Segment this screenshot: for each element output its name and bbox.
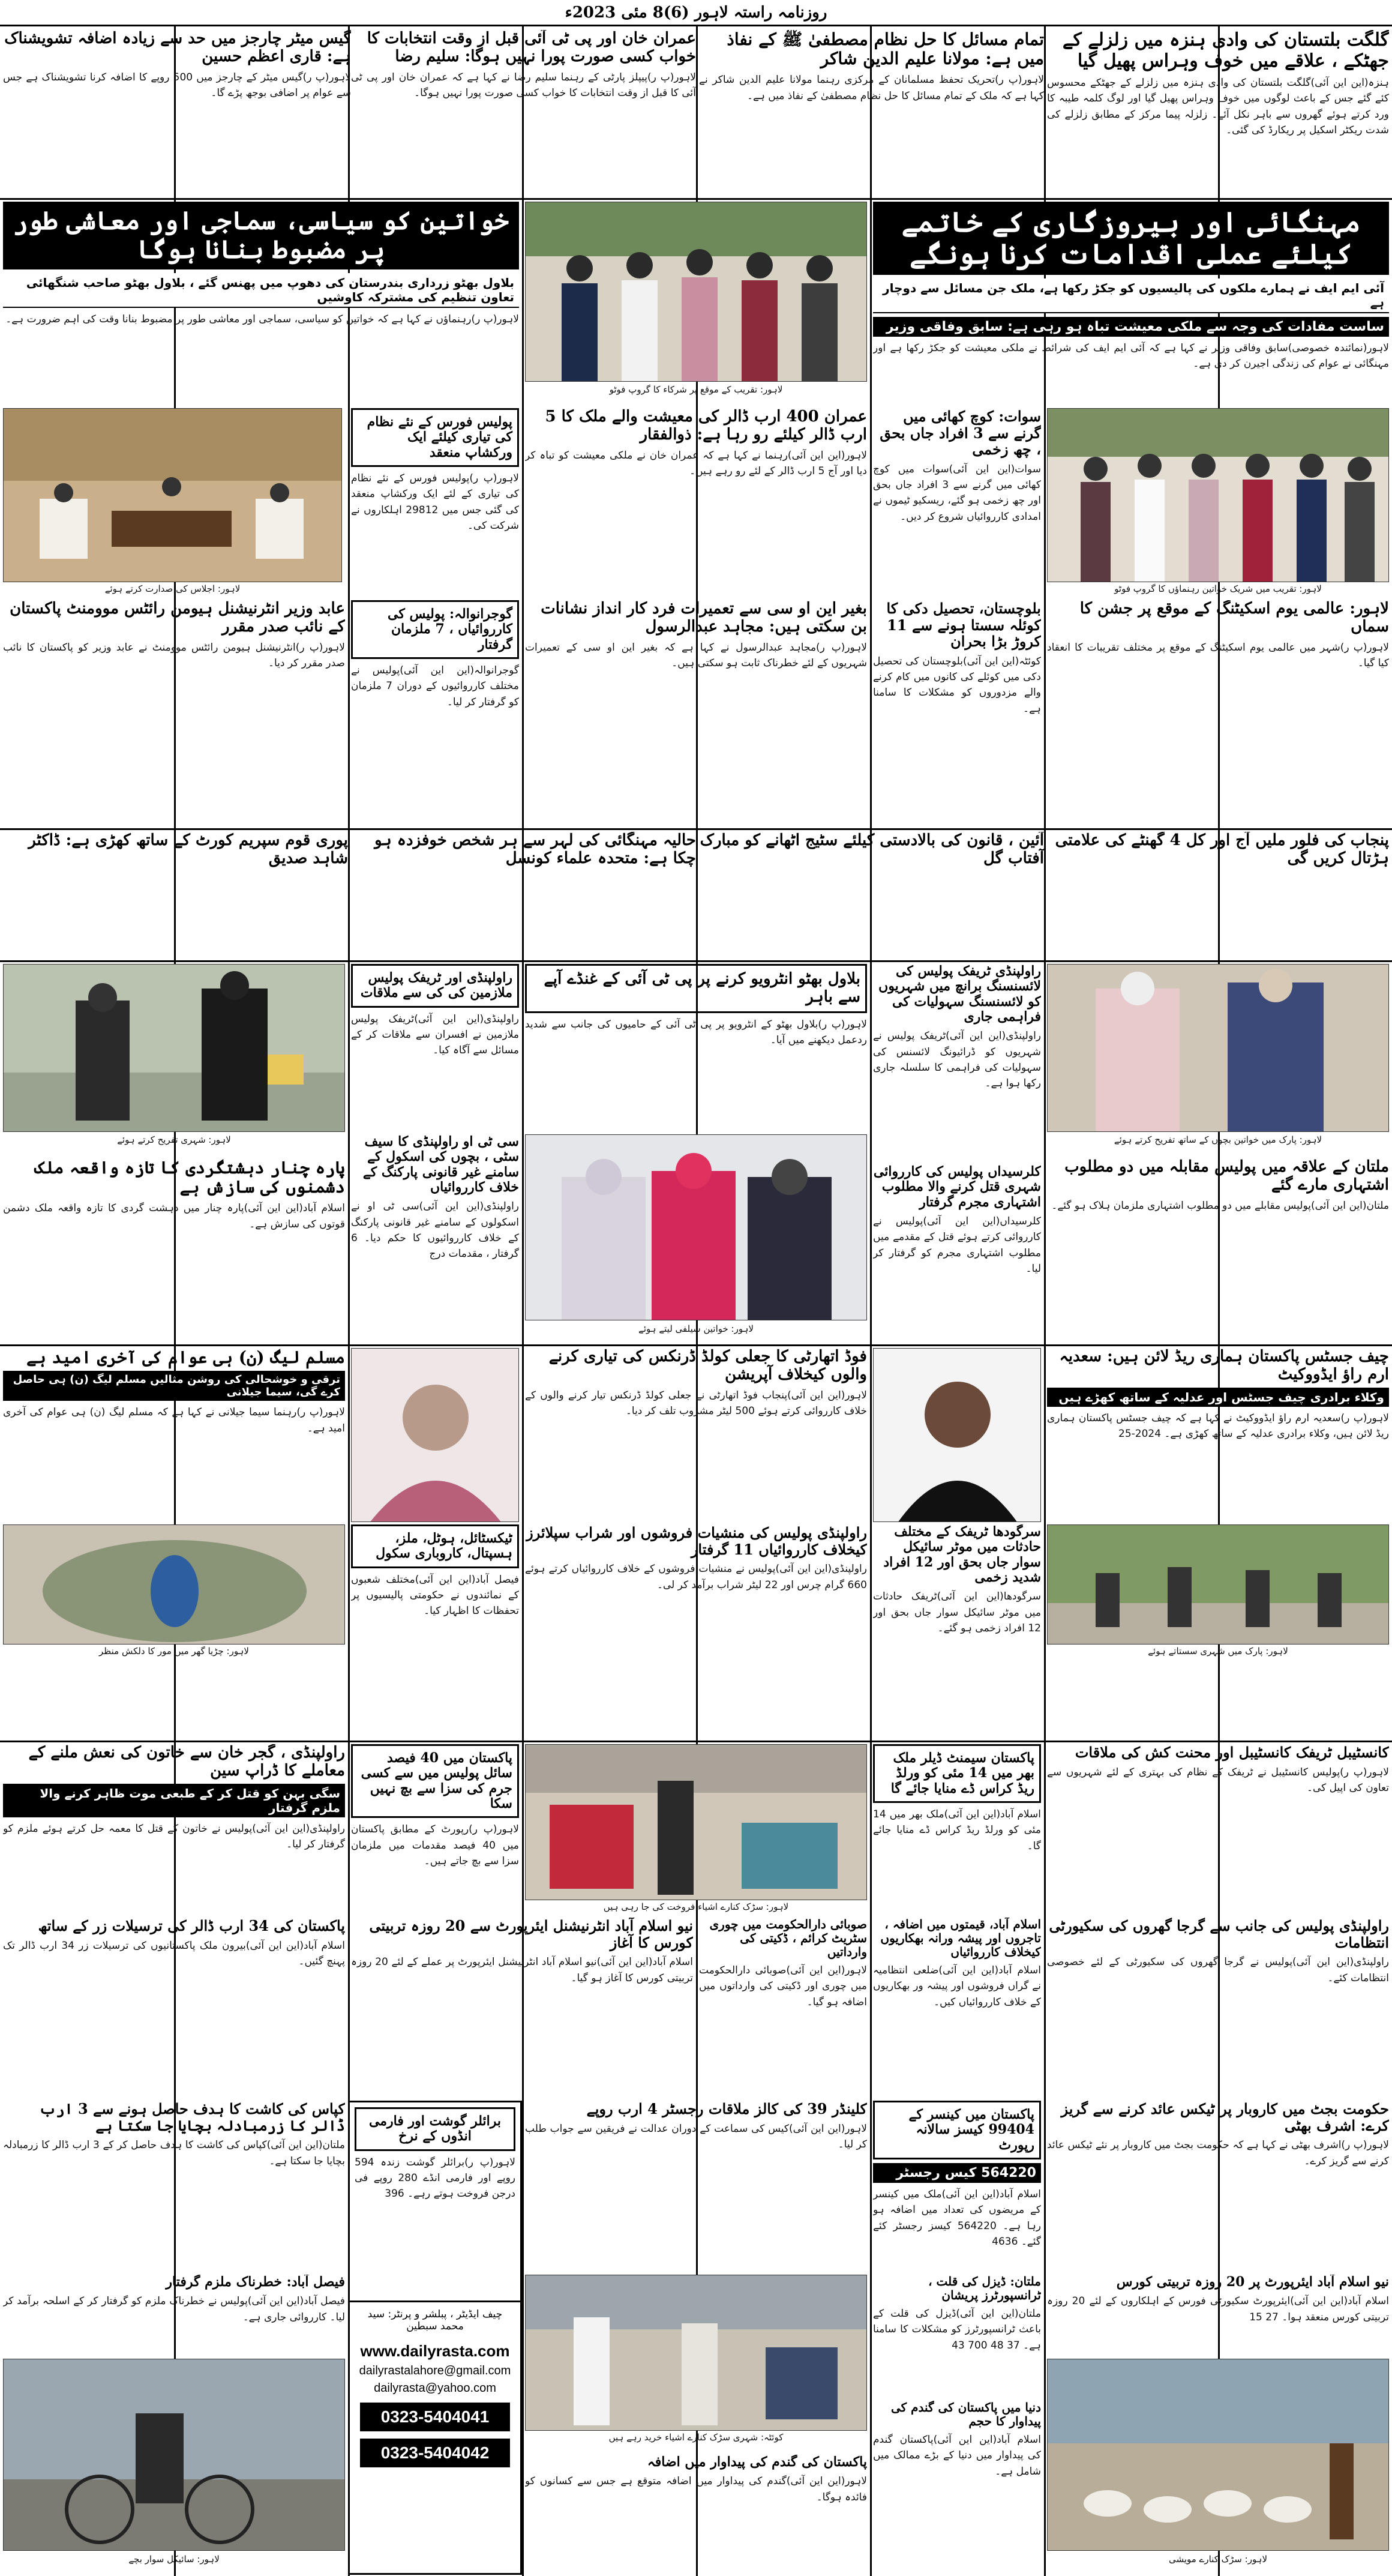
story-body: فیصل آباد(این این آئی)پولیس نے خطرناک ملزم کو گرفتار کر کے اسلحہ برآمد کر لیا۔ کارروائی جاری ہے۔	[3, 2295, 345, 2323]
story-body: لاہور(پ ر)گیس میٹر کے چارجز میں 500 روپے کا اضافہ کرنا تشویشناک ہے جس سے عوام پر اضافی بوجھ پڑے گا۔	[3, 71, 351, 100]
headline: عمران خان اور پی ٹی آئی قبل از وقت انتخابات کا خواب کسی صورت پورا نہیں ہوگا: سلیم رضا	[367, 30, 696, 65]
headline: پاکستان کی 34 ارب ڈالر کی ترسیلات زر کے ساتھ	[38, 1918, 345, 1934]
photo-street-women	[1047, 964, 1389, 1132]
photo-caption: لاہور: پارک میں خواتین بچوں کے ساتھ تفریح کرتے ہوئے	[1114, 1134, 1322, 1145]
story-body: ملتان(این این آئی)پولیس مقابلے میں دو مطلوب اشتہاری ملزمان ہلاک ہو گئے۔	[1051, 1199, 1389, 1212]
story-traffic-staff	[351, 964, 519, 1126]
headline: عابد وزیر انٹرنیشنل ہیومن رائٹس موومنٹ پاکستان کے نائب صدر مقرر	[10, 600, 345, 636]
column-rule	[1044, 26, 1046, 2576]
story-nizam-mustafa	[699, 30, 1044, 195]
photo-caption: لاہور: پارک میں شہری سستاتے ہوئے	[1148, 1646, 1288, 1657]
story-bilawal-interview	[525, 964, 867, 1126]
story-body: لاہور(پ ر)اشرف بھٹی نے کہا ہے کہ حکومت بجٹ میں کاروبار پر نئے ٹیکس عائد کرنے سے گریز کرے۔	[1047, 2139, 1389, 2167]
lead-headline: مہنگائی اور بیروزگاری کے خاتمے کیلئے عملی اقدامات کرنا ہونگے	[873, 202, 1389, 275]
section-rule	[0, 960, 1392, 962]
photo-caption: لاہور: تقریب میں شریک خواتین رہنماؤں کا گروپ فوٹو	[1114, 583, 1322, 594]
story-church-security	[1047, 1918, 1389, 2098]
headline: ملتان: ڈیزل کی قلت ، ٹرانسپورٹرز پریشان	[928, 2275, 1041, 2302]
section-rule	[0, 1344, 1392, 1346]
headline: بغیر این او سی سے تعمیرات فرد کار انداز نشانات بن سکتی ہیں: مجاہد عبدالرسول	[541, 600, 867, 636]
story-sargodha-accidents	[873, 1524, 1041, 1738]
headline: نیو اسلام آباد ایئرپورٹ پر 20 روزہ تربیتی کورس	[1116, 2275, 1389, 2290]
story-hunza-earthquake	[1047, 30, 1389, 195]
headline: پوری قوم سپریم کورٹ کے ساتھ کھڑی ہے: ڈاکٹر شاہد صدیق	[28, 832, 348, 867]
story-chief-justice	[1047, 1348, 1389, 1522]
headline: کلرسیداں پولیس کی کارروائی شہری قتل کرنے والا مطلوب اشتہاری مجرم گرفتار	[873, 1164, 1041, 1210]
headline: پارہ چنار دہشتگردی کا تازہ واقعہ ملک دشمنوں کی سازش ہے	[34, 1158, 345, 1197]
story-body: لاہور(پ ر)برائلر گوشت زندہ 594 روپے اور فارمی انڈے 280 روپے فی درجن فروخت ہوتے رہے۔ 396	[355, 2156, 515, 2200]
story-body: لاہور(این این آئی)رہنما نے کہا ہے کہ عمران خان نے ملکی معیشت کو تباہ کر دیا اور آج 5 ارب ڈالر کے لئے رو رہے ہیں۔	[525, 449, 867, 478]
email-yahoo[interactable]: dailyrasta@yahoo.com	[374, 2382, 496, 2395]
story-human-rights	[3, 600, 345, 825]
band-story-flour-mills	[1047, 832, 1389, 958]
story-red-cross	[873, 1744, 1041, 1912]
headline: راولپنڈی پولیس کی جانب سے گرجا گھروں کی سکیورٹی انتظامات	[1049, 1918, 1389, 1951]
story-kallar-syedan	[873, 1164, 1041, 1341]
story-body: لاہور(پ ر)مجاہد عبدالرسول نے کہا ہے کہ بغیر این او سی کے تعمیرات شہریوں کے لئے خطرناک ثابت ہو سکتی ہیں۔	[525, 641, 867, 670]
story-wheat-world	[873, 2401, 1041, 2551]
photo-caption: لاہور: سڑک کنارے مویشی	[1168, 2554, 1268, 2565]
story-gujranwala-police	[351, 600, 519, 825]
headline: راولپنڈی ، گجر خان سے خاتون کی نعش ملنے کے معاملے کا ڈراپ سین	[28, 1744, 345, 1780]
headline: بلاول بھٹو انٹرویو کرنے پر پی ٹی آئی کے غنڈے آپے سے باہر	[525, 964, 867, 1013]
headline: سی ٹی او راولپنڈی کا سیف سٹی ، بچوں کی اسکول کے سامنے غیر قانونی پارکنگ کے خلاف کارروائیاں	[362, 1134, 519, 1195]
headline: آئین ، قانون کی بالادستی کیلئے سٹیج اٹھانے کو مبارک آفتاب گل	[700, 832, 1044, 867]
story-body: فیصل آباد(این این آئی)مختلف شعبوں کے نمائندوں نے حکومتی پالیسیوں پر تحفظات کا اظہار کیا۔	[351, 1573, 519, 1618]
email-gmail[interactable]: dailyrastalahore@gmail.com	[359, 2364, 511, 2377]
headline: حالیہ مہنگائی کی لہر سے ہر شخص خوفزدہ ہو چکا ہے: متحدہ علماء کونسل	[374, 832, 696, 867]
headline: راولپنڈی ٹریفک پولیس کی لائسنسنگ برانچ میں شہریوں کو لائسنسنگ سہولیات کی فراہمی جاری	[878, 964, 1041, 1025]
story-body: لاہور(پ ر)رہنما سیما جیلانی نے کہا ہے کہ مسلم لیگ (ن) ہی عوام کی آخری امید ہے۔	[3, 1406, 345, 1434]
headline: گوجرانوالہ: پولیس کی کارروائیاں ، 7 ملزمان گرفتار	[351, 600, 519, 659]
story-body: اسلام آباد(این این آئی)ملک بھر میں 14 مئی کو ورلڈ ریڈ کراس ڈے منایا جائے گا۔	[873, 1808, 1041, 1852]
photo-caption: لاہور: چڑیا گھر میں مور کا دلکش منظر	[99, 1646, 249, 1657]
headline: برائلر گوشت اور فارمی انڈوں کے نرخ	[355, 2107, 515, 2151]
photo-roadside-sale	[525, 1744, 867, 1900]
story-body: لاہور(پ ر)پولیس کانسٹیبل نے ٹریفک کے نظام کی بہتری کے لئے شہریوں سے تعاون کی اپیل کی۔	[1047, 1766, 1389, 1794]
story-body: اسلام آباد(این این آئی)ضلعی انتظامیہ نے گراں فروشوں اور پیشہ ور بھکاریوں کے خلاف کارروائیاں کیں۔	[873, 1964, 1041, 2008]
photo-selfie	[525, 1134, 867, 1320]
portrait-advocate	[873, 1348, 1041, 1522]
meeting-photo	[3, 408, 342, 582]
photo-caption: لاہور: خواتین سیلفی لیتے ہوئے	[638, 1323, 754, 1334]
story-body: راولپنڈی(این این آئی)پولیس نے منشیات فروشوں کے خلاف کارروائیاں کرتے ہوئے 660 گرام چرس اور 22 لیٹر شراب برآمد کر لی۔	[525, 1563, 867, 1591]
lead-headline: خواتین کو سیاسی، سماجی اور معاشی طور پر مضبوط بنانا ہوگا	[3, 202, 519, 269]
column-rule	[522, 26, 524, 2576]
story-body: اسلام آباد(این این آئی)ملک میں کینسر کے مریضوں کی تعداد میں اضافہ ہو رہا ہے۔ 564220 کیسز رجسٹر کئے گئے۔ 4636	[873, 2188, 1041, 2248]
story-imran-economy	[525, 408, 867, 588]
group-photo	[525, 202, 867, 382]
story-body: اسلام آباد(این این آئی)ایئرپورٹ سکیورٹی فورس کے اہلکاروں کے لئے 20 روزہ تربیتی کورس منعقد ہوا۔ 27 15	[1047, 2295, 1389, 2323]
story-traffic-constable	[1047, 1744, 1389, 1912]
story-body: لاہور(پ ر)شہر میں عالمی یوم اسکیٹنگ کے موقع پر مختلف تقریبات کا انعقاد کیا گیا۔	[1047, 641, 1389, 670]
website-link[interactable]: www.dailyrasta.com	[360, 2342, 510, 2360]
headline: کپاس کی کاشت کا ہدف حاصل ہونے سے 3 ارب ڈالر کا زرمبادلہ بچایا جا سکتا ہے	[39, 2101, 345, 2134]
headline: پنجاب کی فلور ملیں آج اور کل 4 گھنٹے کی علامتی ہڑتال کریں گی	[1055, 832, 1389, 867]
headline: راولپنڈی اور ٹریفک پولیس ملازمین کی کی سے ملاقات	[351, 964, 519, 1008]
photo-caption: لاہور: اجلاس کی صدارت کرتے ہوئے	[104, 583, 241, 594]
story-traffic-licensing	[873, 964, 1041, 1162]
headline: ٹیکسٹائل، ہوٹل، ملز، ہسپتال، کاروباری سکول	[351, 1524, 519, 1568]
story-parachinar	[3, 1158, 345, 1341]
headline: عمران 400 ارب ڈالر کی معیشت والے ملک کا 5 ارب ڈالر کیلئے رو رہا ہے: ذوالفقار	[545, 408, 867, 444]
lead-subhead: ساست مفادات کی وجہ سے ملکی معیشت تباہ ہو رہی ہے: سابق وفاقی وزیر	[873, 317, 1389, 337]
photo-caption: لاہور: تقریب کے موقع پر شرکاء کا گروپ فوٹو	[609, 384, 783, 395]
headline: دنیا میں پاکستان کی گندم کی پیداوار کا حجم	[890, 2401, 1041, 2428]
story-body: ملتان(این این آئی)ڈیزل کی قلت کے باعث ٹرانسپورٹرز کو مشکلات کا سامنا ہے۔ 37 48 700 43	[873, 2308, 1041, 2352]
story-body: لاہور(پ ر)پیپلز پارٹی کے رہنما سلیم رضا نے کہا ہے کہ عمران خان اور پی ٹی آئی کا قبل از وقت انتخابات کا خواب کسی صورت پورا نہیں ہوگا۔	[351, 71, 696, 100]
story-textile	[351, 1524, 519, 1738]
section-rule	[0, 198, 1392, 200]
story-business-tax	[1047, 2101, 1389, 2269]
headline: پاکستان میں کینسر کے 99404 کیسز سالانہ رپورٹ	[873, 2101, 1041, 2159]
subhead: 564220 کیس رجسٹر	[873, 2163, 1041, 2183]
story-body: کلرسیداں(این این آئی)پولیس نے کارروائی کرتے ہوئے قتل کے مقدمے میں مطلوب اشتہاری مجرم کو گرفتار کر لیا۔	[873, 1215, 1041, 1275]
photo-street-market	[525, 2275, 867, 2431]
story-body: سرگودھا(این این آئی)ٹریفک حادثات میں موٹر سائیکل سوار جاں بحق اور 12 افراد زخمی ہو گئے۔	[873, 1590, 1041, 1634]
publisher-line: چیف ایڈیٹر ، پبلشر و پرنٹر: سید محمد سبطین	[350, 2301, 520, 2338]
headline: راولپنڈی پولیس کی منشیات فروشوں اور شراب سپلائرز کیخلاف کارروائیاں 11 گرفتار	[526, 1524, 867, 1558]
photo-park-family	[3, 964, 345, 1132]
subhead: ترقی و خوشحالی کی روشن مثالیں مسلم لیگ (ن) ہی حاصل کرے گی، سیما جیلانی	[3, 1371, 345, 1401]
headline: بلوچستان، تحصیل دکی کا کوئلہ سستا ہونے سے 11 کروڑ بڑا بحران	[886, 600, 1041, 651]
story-cto-parking	[351, 1134, 519, 1341]
band-story-constitution	[699, 832, 1044, 958]
story-calendar	[525, 2101, 867, 2269]
lead-story-women	[3, 202, 519, 400]
story-airport-training	[1047, 2275, 1389, 2353]
headline: گیس میٹر چارجز میں حد سے زیادہ اضافہ تشویشناک ہے: قاری اعظم حسین	[4, 30, 351, 65]
photo-caption: لاہور: سائیکل سوار بچے	[128, 2554, 220, 2565]
story-body: لاہور(پ ر)پولیس فورس کے نئے نظام کی تیاری کے لئے ایک ورکشاپ منعقد کی گئی جس میں 29812 اہلکاروں نے شرکت کی۔	[351, 472, 519, 532]
story-airport-course	[351, 1918, 693, 2098]
headline: فیصل آباد: خطرناک ملزم گرفتار	[166, 2275, 345, 2290]
story-body: کوئٹہ(این این آئی)بلوچستان کی تحصیل دکی میں کوئلے کی کانوں میں کام کرنے والے مزدوروں کو مشکلات کا سامنا ہے۔	[873, 655, 1041, 715]
story-gujar-khan	[3, 1744, 345, 1912]
story-body: لاہور(پ ر)انٹرنیشنل ہیومن رائٹس موومنٹ نے عابد وزیر کو پاکستان کا نائب صدر مقرر کر دیا۔	[3, 641, 345, 670]
story-body: راولپنڈی(این این آئی)ٹریفک پولیس نے شہریوں کو ڈرائیونگ لائسنس کی سہولیات کی فراہمی کا سلسلہ جاری رکھا ہوا ہے۔	[873, 1030, 1041, 1090]
masthead-title: روزنامہ راستہ لاہور (6)8 مئی 2023ء	[565, 3, 827, 22]
story-imran-elections	[351, 30, 696, 195]
band-story-inflation-fear	[351, 832, 696, 958]
lead-story-inflation	[873, 202, 1389, 400]
story-street-crime	[699, 1918, 867, 2098]
story-body: سوات(این این آئی)سوات میں کوچ کھائی میں گرنے سے 3 افراد جاں بحق اور چھ زخمی ہو گئے، ریسکیو ٹیموں نے امدادی کارروائیاں شروع کر دیں۔	[873, 463, 1041, 523]
story-multan-encounter	[1047, 1158, 1389, 1341]
story-body: ملتان(این این آئی)کپاس کی کاشت کا ہدف حاصل کر کے 3 ارب ڈالر کا زرمبادلہ بچایا جا سکتا ہے۔	[3, 2139, 345, 2167]
story-body: لاہور(این این آئی)صوبائی دارالحکومت میں چوری اور ڈکیتی کی وارداتوں میں اضافہ ہو گیا۔	[699, 1964, 867, 2008]
story-body: اسلام آباد(این این آئی)پارہ چنار میں دہشت گردی کا تازہ واقعہ ملک دشمن قوتوں کی سازش ہے۔	[3, 1202, 345, 1230]
headline: کلینڈر 39 کی کالز ملاقات رجسٹر 4 ارب روپے	[586, 2101, 867, 2117]
story-body: لاہور(پ ر)سعدیہ ارم راؤ ایڈووکیٹ نے کہا ہے کہ چیف جسٹس پاکستان ہماری ریڈ لائن ہیں، وکلاء برادری عدلیہ کے ساتھ کھڑی ہے۔ 2024-25	[1047, 1412, 1389, 1440]
phone-number-2[interactable]: 0323-5404042	[360, 2439, 510, 2467]
headline: سرگودھا ٹریفک کے مختلف حادثات میں موٹر سائیکل سوار جاں بحق اور 12 افراد شدید زخمی	[883, 1524, 1041, 1585]
story-body: راولپنڈی(این این آئی)ٹریفک پولیس ملازمین نے افسران سے ملاقات کر کے مسائل سے آگاہ کیا۔	[351, 1013, 519, 1057]
story-wheat-production	[525, 2455, 867, 2575]
photo-peacock	[3, 1524, 345, 1645]
lead-subhead: آئی ایم ایف نے ہمارے ملکوں کی پالیسیوں کو جکڑ رکھا ہے، ملک جن مسائل سے دوچار ہے	[873, 278, 1389, 313]
story-forty-percent	[351, 1744, 519, 1912]
story-skating-day	[1047, 600, 1389, 825]
story-pmln-hope	[3, 1348, 345, 1522]
story-drug-raids	[525, 1524, 867, 1738]
lead-subhead: بلاول بھٹو زرداری بندرستان کی دھوپ میں پھنس گئے ، بلاول بھٹو صاحب شنگھائی تعاون تنظیم کی مشترکہ کاوشیں	[3, 273, 519, 308]
story-broiler-rates	[350, 2102, 520, 2301]
headline: پاکستان کی گندم کی پیداوار میں اضافہ	[647, 2455, 867, 2470]
headline: پاکستان میں 40 فیصد سائل پولیس میں سے کسی جرم کی سزا سے بچ نہیں سکا	[351, 1744, 519, 1818]
subhead: سگی بہن کو قتل کر کے طبعی موت ظاہر کرنے والا ملزم گرفتار	[3, 1784, 345, 1817]
story-body: ہنزہ(این این آئی)گلگت بلتستان کی وادی ہنزہ میں زلزلے کے جھٹکے محسوس کئے گئے جس کے باعث لوگوں میں خوف وہراس پھیل گیا اور لوگ کلمہ طیبہ کا ورد کرتے ہوئے گھروں سے باہر نکل آئے۔ زلزلہ پیما مرکز کے مطابق زلزلے کی شدت ریکٹر اسکیل پر ریکارڈ کی گئی۔	[1047, 77, 1389, 137]
story-body: راولپنڈی(این این آئی)پولیس نے خاتون کے قتل کا معمہ حل کرتے ہوئے ملزم کو گرفتار کر لیا۔	[3, 1822, 345, 1851]
masthead	[0, 0, 1392, 26]
story-remittances	[3, 1918, 345, 2098]
story-balochistan-coal	[873, 600, 1041, 825]
story-body: راولپنڈی(این این آئی)پولیس نے گرجا گھروں کی سکیورٹی کے لئے خصوصی انتظامات کئے۔	[1047, 1956, 1389, 1984]
story-noc-construction	[525, 600, 867, 825]
phone-number-1[interactable]: 0323-5404041	[360, 2403, 510, 2431]
story-body: لاہور(پ ر)رہنماؤں نے کہا ہے کہ خواتین کو سیاسی، سماجی اور معاشی طور پر مضبوط بنانا وقت کی اہم ضرورت ہے۔	[5, 313, 519, 325]
story-body: اسلام آباد(این این آئی)بیرون ملک پاکستانیوں کی ترسیلات زر 34 ارب ڈالر تک پہنچ گئیں۔	[3, 1939, 345, 1967]
column-rule	[870, 26, 872, 2576]
headline: کانسٹیبل ٹریفک کانسٹیبل اور محنت کش کی ملاقات	[1075, 1744, 1389, 1761]
story-body: لاہور(پ ر)رپورٹ کے مطابق پاکستان میں 40 فیصد مقدمات میں ملزمان سزا سے بچ جاتے ہیں۔	[351, 1823, 519, 1867]
story-body: لاہور(پ ر)بلاول بھٹو کے انٹرویو پر پی ٹی آئی کے حامیوں کی جانب سے شدید ردعمل دیکھنے میں آیا۔	[525, 1018, 867, 1047]
group-photo-women	[1047, 408, 1389, 582]
story-body: لاہور(پ ر)تحریک تحفظ مسلمانان کے مرکزی رہنما مولانا علیم الدین شاکر نے کہا ہے کہ ملک کے تمام مسائل کا حل نظام مصطفیٰ کے نفاذ میں ہے۔	[699, 74, 1044, 102]
story-body: گوجرانوالہ(این این آئی)پولیس نے مختلف کارروائیوں کے دوران 7 ملزمان کو گرفتار کر لیا۔	[351, 664, 519, 708]
photo-caption: کوئٹہ: شہری سڑک کنارے اشیاء خرید رہے ہیں	[608, 2432, 784, 2443]
story-body: اسلام آباد(این این آئی)نیو اسلام آباد انٹرنیشنل ایئرپورٹ پر عملے کے لئے 20 روزہ تربیتی کورس کا آغاز ہو گیا۔	[351, 1956, 693, 1984]
headline: تمام مسائل کا حل نظام مصطفیٰ ﷺ کے نفاذ میں ہے: مولانا علیم الدین شاکر	[727, 30, 1044, 69]
section-rule	[0, 1741, 1392, 1742]
photo-park-people	[1047, 1524, 1389, 1645]
headline: ملتان کے علاقہ میں پولیس مقابلہ میں دو مطلوب اشتہاری مارے گئے	[1064, 1158, 1389, 1194]
story-body: لاہور(نمائندہ خصوصی)سابق وفاقی وزیر نے کہا ہے کہ آئی ایم ایف کی شرائط نے ملکی معیشت کو جکڑ رکھا ہے اور مہنگائی نے عوام کی زندگی اجیرن کر دی ہے۔	[873, 342, 1389, 370]
story-body: لاہور(این این آئی)پنجاب فوڈ اتھارٹی نے جعلی کولڈ ڈرنکس تیار کرنے والوں کے خلاف کارروائی کرتے ہوئے 500 لیٹر مشروب تلف کر دیا۔	[525, 1389, 867, 1418]
story-cotton	[3, 2101, 345, 2269]
story-gas-meter	[3, 30, 351, 195]
headline: فوڈ اتھارٹی کا جعلی کولڈ ڈرنکس کی تیاری کرنے والوں کیخلاف آپریشن	[548, 1348, 867, 1383]
headline: پولیس فورس کے نئے نظام کی تیاری کیلئے ایک ورکشاپ منعقد	[351, 408, 519, 467]
subhead: وکلاء برادری چیف جسٹس اور عدلیہ کے ساتھ کھڑے ہیں	[1047, 1388, 1389, 1407]
photo-livestock	[1047, 2359, 1389, 2551]
story-swat-accident	[873, 408, 1041, 588]
photo-cyclists	[3, 2359, 345, 2551]
story-police-workshop	[351, 408, 519, 588]
photo-caption: لاہور: سڑک کنارے اشیاء فروخت کی جا رہی ہیں	[603, 1901, 789, 1912]
story-body: لاہور(این این آئی)کیس کی سماعت کے دوران عدالت نے فریقین سے جواب طلب کر لیا۔	[525, 2122, 867, 2150]
headline: مسلم لیگ (ن) ہی عوام کی آخری امید ہے	[26, 1348, 345, 1367]
headline: سوات: کوچ کھائی میں گرنے سے 3 افراد جاں بحق ، چھ زخمی	[880, 408, 1041, 459]
band-story-supreme-court	[3, 832, 348, 958]
story-faisalabad	[3, 2275, 345, 2353]
story-food-authority	[525, 1348, 867, 1522]
headline: نیو اسلام آباد انٹرنیشنل ایئرپورٹ سے 20 روزہ تربیتی کورس کا آغاز	[369, 1918, 693, 1951]
publisher-contact-box	[348, 2101, 522, 2575]
headline: گلگت بلتستان کی وادی ہنزہ میں زلزلے کے جھٹکے ، علاقے میں خوف وہراس پھیل گیا	[1062, 30, 1389, 71]
headline: اسلام آباد، قیمتوں میں اضافہ ، تاجروں اور پیشہ ورانہ بھکاریوں کیخلاف کارروائیاں	[880, 1918, 1041, 1959]
headline: حکومت بجٹ میں کاروبار پر ٹیکس عائد کرنے سے گریز کرے: اشرف بھٹی	[1061, 2101, 1389, 2134]
section-rule	[0, 828, 1392, 830]
portrait-politician	[351, 1348, 519, 1522]
story-body: لاہور(این این آئی)گندم کی پیداوار میں اضافہ متوقع ہے جس سے کسانوں کو فائدہ ہوگا۔	[525, 2475, 867, 2503]
headline: لاہور: عالمی یوم اسکیٹنگ کے موقع پر جشن کا سماں	[1079, 600, 1389, 636]
story-diesel	[873, 2275, 1041, 2395]
story-cancer-cases	[873, 2101, 1041, 2269]
photo-caption: لاہور: شہری تفریح کرتے ہوئے	[117, 1134, 231, 1145]
headline: صوبائی دارالحکومت میں چوری سٹریٹ کرائم ، ڈکیتی کی وارداتیں	[709, 1918, 867, 1959]
headline: چیف جسٹس پاکستان ہماری ریڈ لائن ہیں: سعدیہ ارم راؤ ایڈووکیٹ	[1059, 1348, 1389, 1383]
headline: پاکستان سیمنٹ ڈیلر ملک بھر میں 14 مئی کو ورلڈ ریڈ کراس ڈے منایا جائے گا	[873, 1744, 1041, 1803]
story-islamabad-prices	[873, 1918, 1041, 2098]
story-body: اسلام آباد(این این آئی)پاکستان گندم کی پیداوار میں دنیا کے بڑے ممالک میں شامل ہے۔	[873, 2434, 1041, 2478]
story-body: راولپنڈی(این این آئی)سی ٹی او نے اسکولوں کے سامنے غیر قانونی پارکنگ کے خلاف کارروائیوں کا حکم دیا۔ 6 گرفتار ، مقدمات درج	[351, 1200, 519, 1260]
